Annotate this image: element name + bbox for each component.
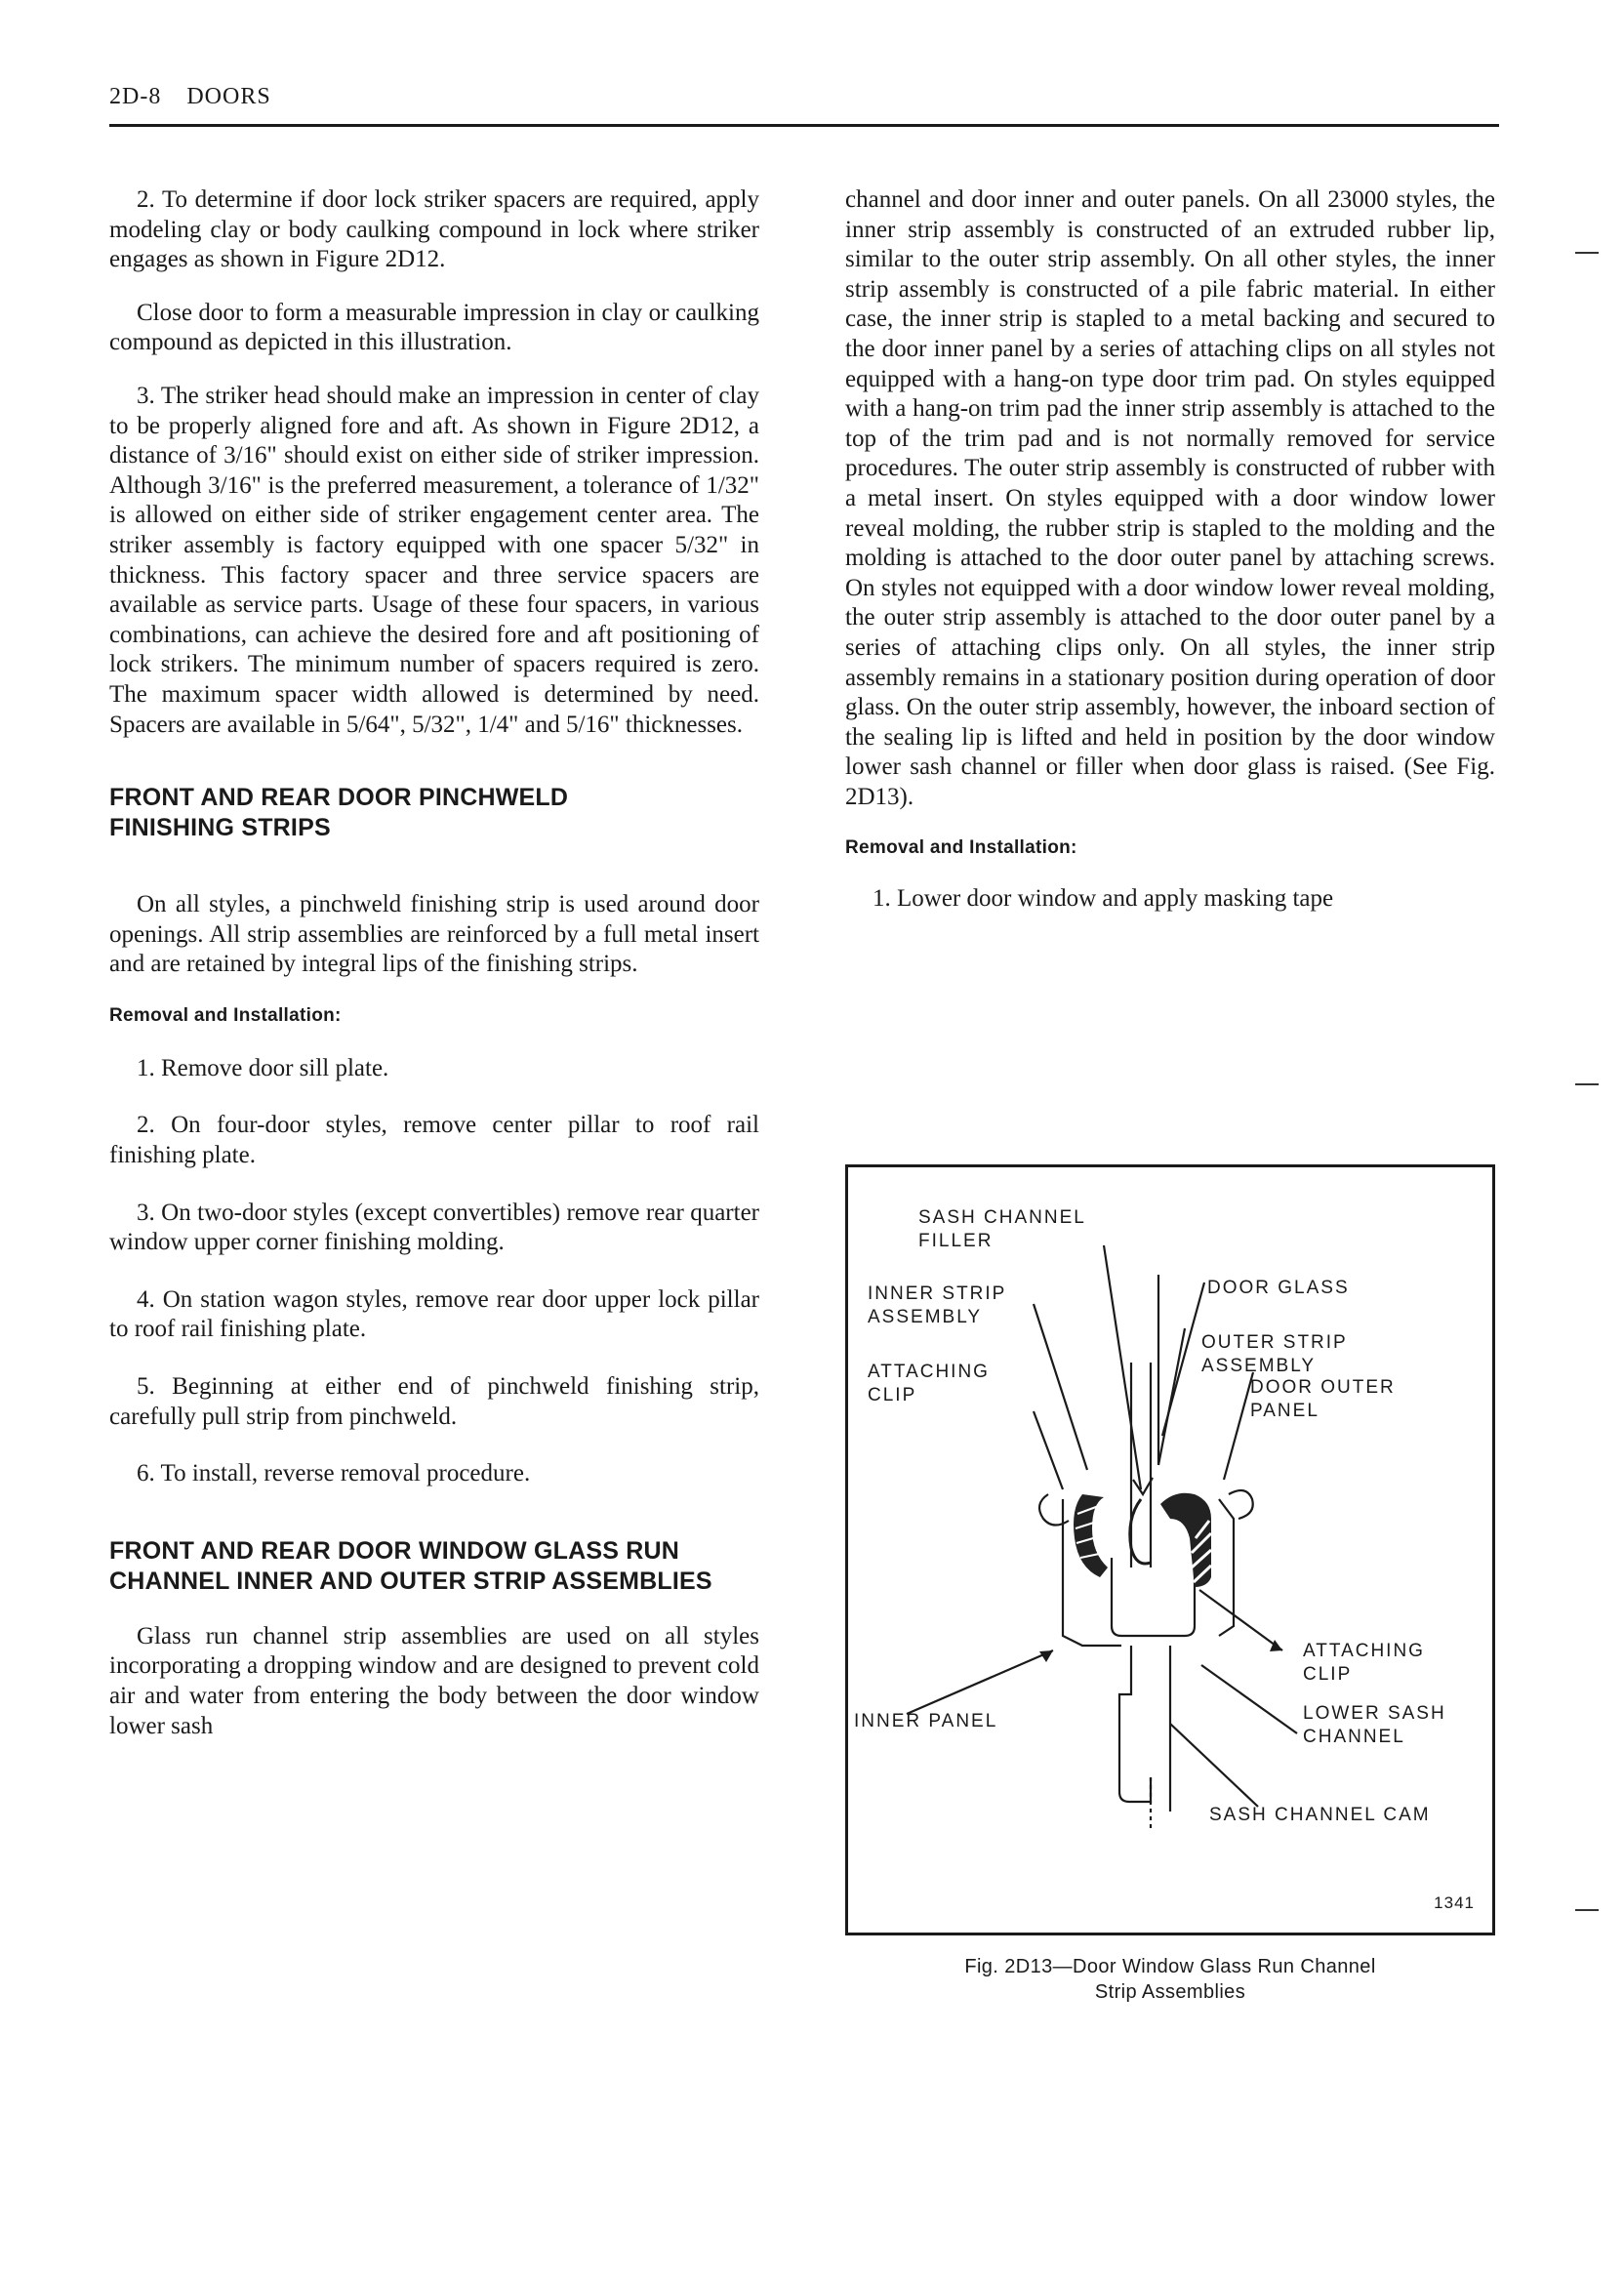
step-item: 5. Beginning at either end of pinchweld finishing strip, carefully pull strip from pinchweld.: [109, 1373, 759, 1430]
caption-line: Fig. 2D13—Door Window Glass Run Channel: [964, 1956, 1376, 1977]
paragraph: 2. To determine if door lock striker spacers are required, apply modeling clay or body caulking compound in lock where striker engages as shown in Figure 2D12.: [109, 186, 759, 273]
left-column: [109, 185, 759, 1741]
inner-strip-assembly-shape: [1039, 1494, 1108, 1577]
paragraph: On all styles, a pinchweld finishing strip is used around door openings. All strip assemblies are reinforced by a full metal insert and are retained by integral lips of the finishing strips.: [109, 891, 759, 978]
section-heading: FRONT AND REAR DOOR PINCHWELD FINISHING STRIPS: [109, 784, 569, 842]
step-item: 2. On four-door styles, remove center pillar to roof rail finishing plate.: [109, 1112, 759, 1169]
label-outer-strip-assembly: OUTER STRIP ASSEMBLY: [1201, 1332, 1348, 1376]
margin-mark: [1575, 252, 1599, 254]
margin-mark: [1575, 1083, 1599, 1085]
label-inner-panel: INNER PANEL: [854, 1711, 998, 1731]
label-lower-sash-channel: LOWER SASH CHANNEL: [1303, 1703, 1446, 1747]
label-attaching-clip-left: ATTACHING CLIP: [868, 1362, 990, 1405]
right-column: [845, 185, 1495, 915]
step-item: 1. Lower door window and apply masking tape: [873, 885, 1334, 913]
outer-strip-assembly-shape: [1160, 1490, 1253, 1587]
step-item: 4. On station wagon styles, remove rear door upper lock pillar to roof rail finishing plate.: [109, 1285, 759, 1343]
subheading: Removal and Installation:: [109, 1004, 342, 1026]
caption-line: Strip Assemblies: [1094, 1981, 1246, 2003]
label-sash-channel-cam: SASH CHANNEL CAM: [1209, 1805, 1431, 1825]
label-door-glass: DOOR GLASS: [1207, 1278, 1350, 1298]
label-door-outer-panel: DOOR OUTER PANEL: [1250, 1377, 1396, 1421]
figure-caption: [845, 1954, 1495, 2005]
subheading: Removal and Installation:: [845, 837, 1077, 859]
figure-number: 1341: [1434, 1893, 1475, 1912]
label-attaching-clip-right: ATTACHING CLIP: [1303, 1641, 1425, 1685]
running-head: [109, 84, 271, 110]
step-item: 3. On two-door styles (except convertibles) remove rear quarter window upper corner finishing molding.: [109, 1199, 759, 1256]
sash-channel-cam-shape: [1119, 1646, 1151, 1802]
section-heading: FRONT AND REAR DOOR WINDOW GLASS RUN CHANNEL INNER AND OUTER STRIP ASSEMBLIES: [109, 1536, 712, 1595]
figure-2d13: [845, 1164, 1495, 1935]
section-title: DOORS: [186, 84, 271, 109]
paragraph: Close door to form a measurable impression in clay or caulking compound as depicted in this illustration.: [109, 299, 759, 356]
door-glass-shape: [1131, 1363, 1151, 1568]
paragraph: 3. The striker head should make an impression in center of clay to be properly aligned fore and aft. As shown in Figure 2D12, a distance of 3/16" should exist on either side of striker impression. Although 3/16" is the preferred measurement, a tolerance of 1/32" is allowed on either side of striker engagement center area. The striker assembly is factory equipped with one spacer 5/32" in thickness. This factory spacer and three service spacers are available as service parts. Usage of these four spacers, in various combinations, can achieve the desired fore and aft positioning of lock strikers. The minimum number of spacers required is zero. The maximum spacer width allowed is determined by need. Spacers are available in 5/64", 5/32", 1/4" and 5/16" thicknesses.: [109, 382, 759, 738]
label-sash-channel-filler: SASH CHANNEL FILLER: [918, 1207, 1086, 1251]
header-rule: [109, 124, 1499, 127]
page-number: 2D-8: [109, 84, 162, 109]
paragraph: Glass run channel strip assemblies are used on all styles incorporating a dropping window and are designed to prevent cold air and water from entering the body between the door window lower sash: [109, 1622, 759, 1739]
margin-mark: [1575, 1909, 1599, 1911]
label-inner-strip-assembly: INNER STRIP ASSEMBLY: [868, 1283, 1007, 1327]
step-item: 6. To install, reverse removal procedure.: [137, 1460, 531, 1487]
paragraph: channel and door inner and outer panels. On all 23000 styles, the inner strip assembly is constructed of an extruded rubber lip, similar to the outer strip assembly. On all other styles, the inner strip assembly is constructed of a pile fabric material. In either case, the inner strip is stapled to a metal backing and secured to the door inner panel by a series of attaching clips on all styles not equipped with a hang-on type door trim pad. On styles equipped with a hang-on trim pad the inner strip assembly is attached to the top of the trim pad and is not normally removed for service procedures. The outer strip assembly is constructed of rubber with a metal insert. On styles equipped with a door window lower reveal molding, the rubber strip is stapled to the molding and the molding is attached to the door outer panel by attaching screws. On styles not equipped with a door window lower reveal molding, the outer strip assembly is attached to the door outer panel by a series of attaching clips only. On all styles, the inner strip assembly remains in a stationary position during operation of door glass. On the outer strip assembly, however, the inboard section of the sealing lip is lifted and held in position by the door window lower sash channel or filler when door glass is raised. (See Fig. 2D13).: [845, 186, 1495, 810]
step-item: 1. Remove door sill plate.: [137, 1054, 389, 1081]
